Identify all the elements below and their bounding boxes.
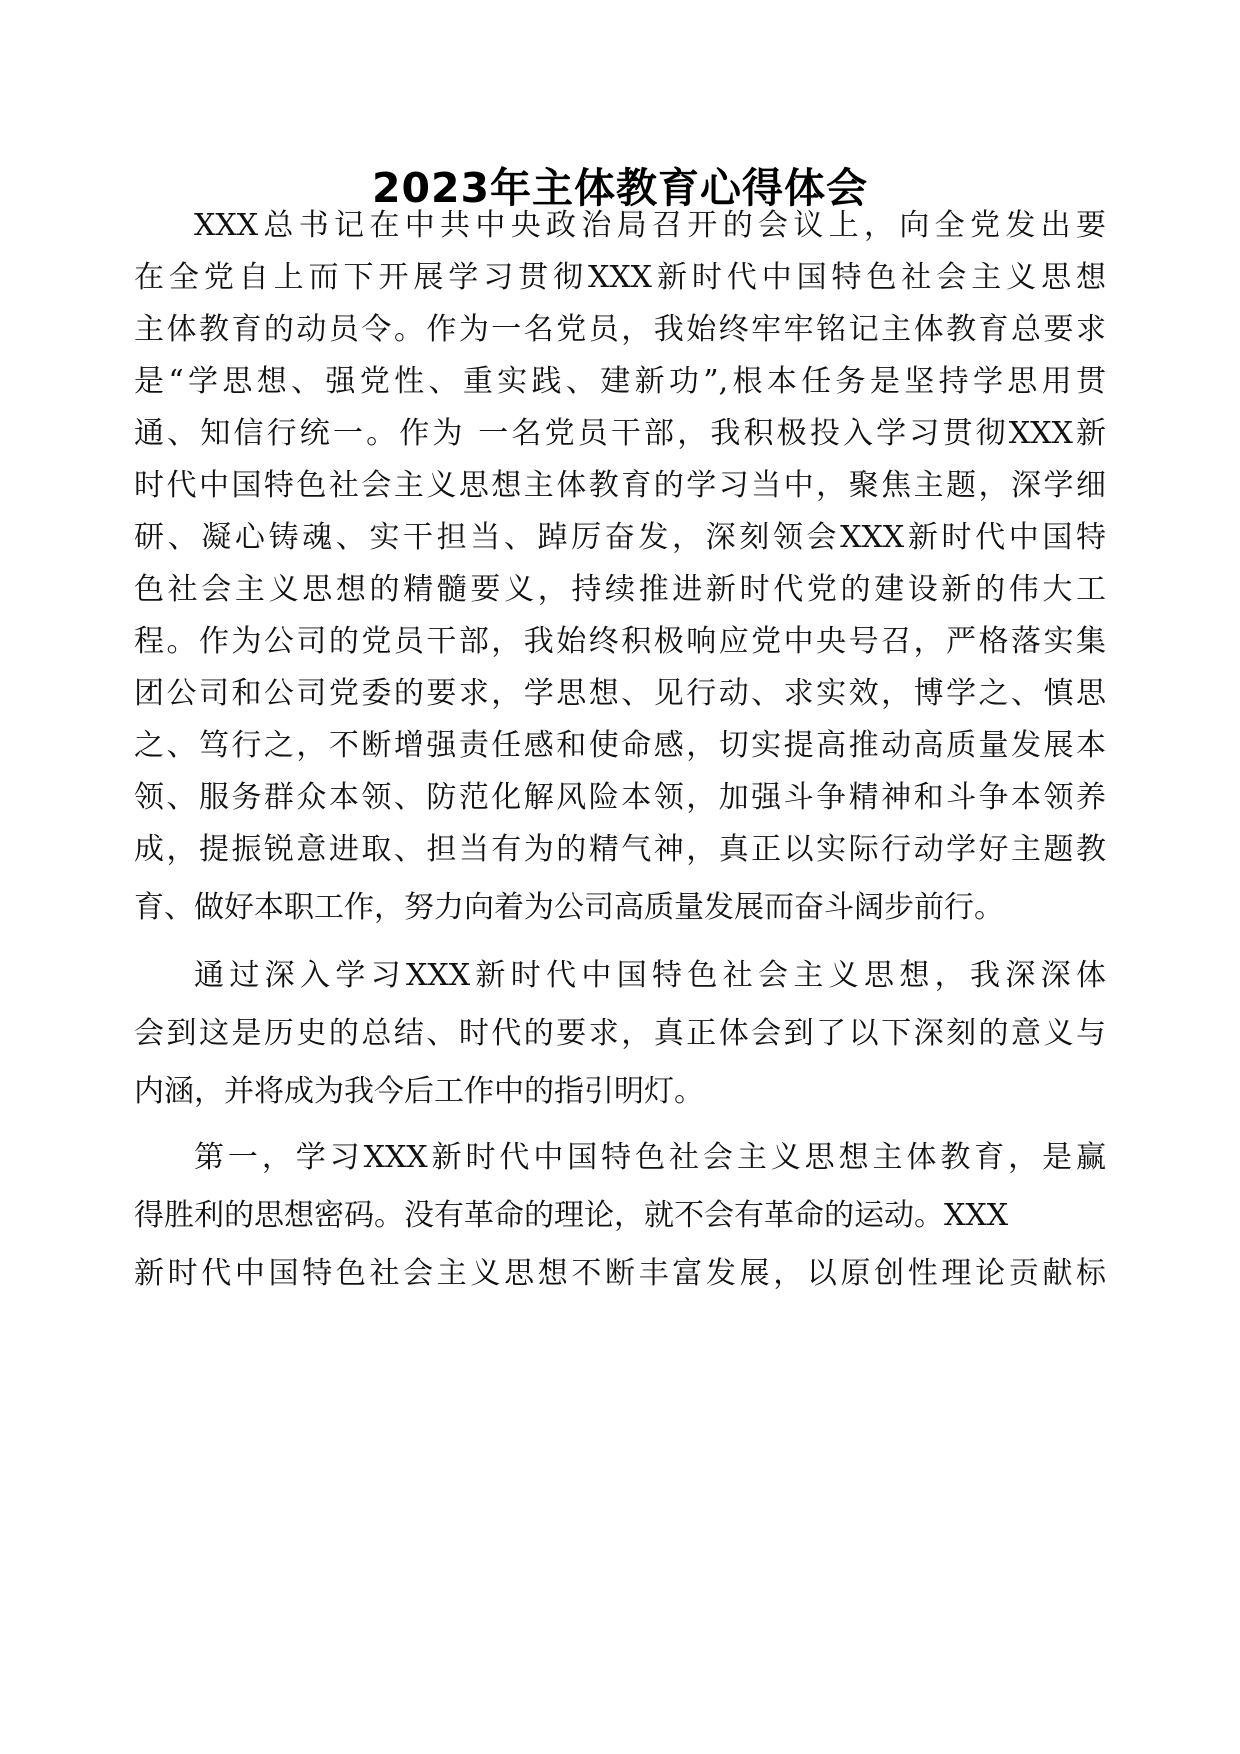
paragraph-2-line-3: 内涵，并将成为我今后工作中的指引明灯。	[134, 1074, 704, 1109]
paragraph-1-line-9: 程。作为公司的党员干部，我始终积极响应党中央号召，严格落实集	[134, 624, 1106, 659]
paragraph-1-line-4: 是“学思想、强党性、重实践、建新功”,根本任务是坚持学思用贯	[134, 364, 1106, 399]
paragraph-1-line-8: 色社会主义思想的精髓要义，持续推进新时代党的建设新的伟大工	[134, 572, 1106, 607]
paragraph-1-line-7: 研、凝心铸魂、实干担当、踔厉奋发，深刻领会XXX新时代中国特	[134, 520, 1106, 555]
paragraph-1-line-3: 主体教育的动员令。作为一名党员，我始终牢牢铭记主体教育总要求	[134, 312, 1106, 347]
paragraph-1-line-5: 通、知信行统一。作为 一名党员干部，我积极投入学习贯彻XXX新	[134, 416, 1106, 451]
document-title: 2023年主体教育心得体会	[371, 164, 869, 212]
paragraph-3-line-1: 第一，学习XXX新时代中国特色社会主义思想主体教育，是赢	[194, 1140, 1106, 1175]
paragraph-1-line-2: 在全党自上而下开展学习贯彻XXX新时代中国特色社会主义思想	[134, 260, 1106, 295]
paragraph-1-line-6: 时代中国特色社会主义思想主体教育的学习当中，聚焦主题，深学细	[134, 468, 1106, 503]
paragraph-1-line-14: 育、做好本职工作，努力向着为公司高质量发展而奋斗阔步前行。	[134, 890, 1004, 925]
paragraph-2-line-1: 通过深入学习XXX新时代中国特色社会主义思想，我深深体	[194, 958, 1106, 993]
paragraph-1-line-12: 领、服务群众本领、防范化解风险本领，加强斗争精神和斗争本领养	[134, 780, 1106, 815]
paragraph-2-line-2: 会到这是历史的总结、时代的要求，真正体会到了以下深刻的意义与	[134, 1016, 1106, 1051]
paragraph-1-line-10: 团公司和公司党委的要求，学思想、见行动、求实效，博学之、慎思	[134, 676, 1106, 711]
paragraph-3-line-2: 得胜利的思想密码。没有革命的理论，就不会有革命的运动。XXX	[134, 1198, 1009, 1233]
paragraph-3-line-3: 新时代中国特色社会主义思想不断丰富发展，以原创性理论贡献标	[134, 1256, 1106, 1291]
paragraph-1-line-11: 之、笃行之，不断增强责任感和使命感，切实提高推动高质量发展本	[134, 728, 1106, 763]
paragraph-1-line-1: XXX总书记在中共中央政治局召开的会议上，向全党发出要	[194, 208, 1106, 243]
paragraph-1-line-13: 成，提振锐意进取、担当有为的精气神，真正以实际行动学好主题教	[134, 832, 1106, 867]
